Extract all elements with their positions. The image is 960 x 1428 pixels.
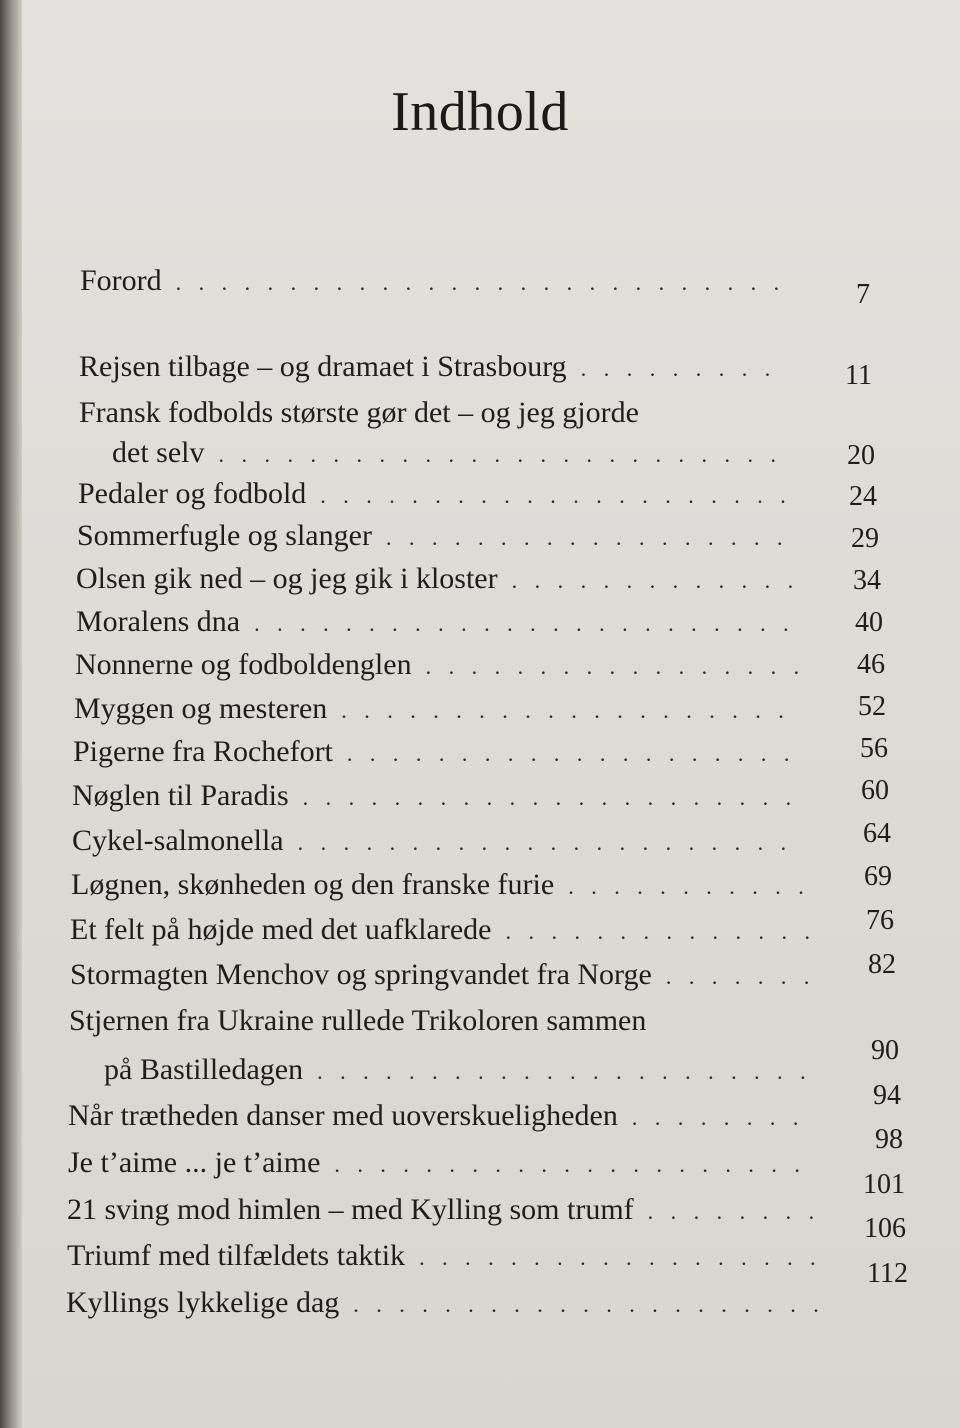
toc-page-number: 98 [875,1124,903,1155]
toc-entry-title: på Bastilledagen [104,1053,304,1086]
toc-leader-dots [581,350,789,388]
toc-page-number: 112 [867,1258,908,1289]
toc-entry-title: Løgnen, skønheden og den franske furie [71,868,555,901]
toc-entry-title: Forord [80,264,162,297]
toc-leader-dots [320,477,791,515]
toc-entry-title: Når trætheden danser med uoverskueligheden [68,1099,618,1132]
toc-page-number: 46 [857,649,885,680]
toc-page-number: 11 [845,360,872,391]
toc-leader-dots [512,562,795,600]
toc-leader-dots [568,868,807,906]
toc-entry-title: Pigerne fra Rochefort [73,735,333,768]
toc-page-number: 90 [871,1035,899,1066]
toc-entry-title: Myggen og mesteren [74,692,328,725]
toc-page-number: 24 [849,481,877,512]
toc-page-number: 29 [851,523,879,554]
toc-leader-dots [303,779,804,817]
toc-page-number: 101 [863,1169,905,1200]
toc-leader-dots [386,519,793,557]
toc-leader-dots [334,1146,815,1184]
toc-entry-title: Fransk fodbolds største gør det – og jeg gjorde [79,396,639,429]
toc-leader-dots [419,1239,818,1277]
toc-page-number: 64 [863,818,891,849]
toc-leader-dots [353,1286,820,1324]
toc-page-number: 52 [858,691,886,722]
toc-entry-title: Rejsen tilbage – og dramaet i Strasbourg [79,350,567,383]
toc-entry-title: Et felt på højde med det uafklarede [70,913,492,946]
toc-entry-title: Je t’aime ... je t’aime [68,1146,321,1179]
toc-entry-title: Stormagten Menchov og springvandet fra Norge [70,958,652,991]
toc-entry-title: Triumf med tilfældets taktik [67,1239,406,1272]
toc-page-number: 94 [873,1080,901,1111]
toc-leader-dots [648,1193,817,1231]
toc-page-number: 106 [864,1213,906,1244]
toc-entry-title: Pedaler og fodbold [78,477,307,510]
toc-entry-title: Nøglen til Paradis [72,779,289,812]
toc-page-number: 82 [868,949,896,980]
toc-entry-title: Stjernen fra Ukraine rullede Trikoloren sammen [69,1004,647,1037]
toc-leader-dots [426,648,798,686]
toc-entry-title: Sommerfugle og slanger [77,519,372,552]
toc-page-number: 76 [866,905,894,936]
toc-leader-dots [298,824,805,862]
page-title: Indhold [391,81,569,143]
toc-leader-dots [317,1053,812,1091]
toc-leader-dots [341,692,800,730]
toc-page-number: 7 [856,279,870,310]
toc-leader-dots [505,913,809,951]
toc-entry-title: 21 sving mod himlen – med Kylling som trumf [67,1193,634,1226]
toc-entry-title: Moralens dna [76,605,241,638]
toc-entry-title: Kyllings lykkelige dag [66,1286,340,1319]
toc-page-number: 40 [855,607,883,638]
toc-page-number: 20 [847,440,875,471]
toc-leader-dots [176,264,786,302]
toc-page-number: 69 [864,861,892,892]
toc-page-number: 34 [853,565,881,596]
toc-entry-title: Nonnerne og fodboldenglen [75,648,412,681]
toc-leader-dots [254,605,797,643]
toc-leader-dots [632,1099,814,1137]
toc-page-number: 60 [861,775,889,806]
toc-entry-title: det selv [112,436,205,469]
toc-leader-dots [218,436,789,474]
toc-leader-dots [666,958,811,996]
toc-page-number: 56 [860,733,888,764]
toc-leader-dots [347,735,802,773]
toc-entry-title: Olsen gik ned – og jeg gik i kloster [76,562,498,595]
toc-entry-title: Cykel-salmonella [72,824,284,857]
